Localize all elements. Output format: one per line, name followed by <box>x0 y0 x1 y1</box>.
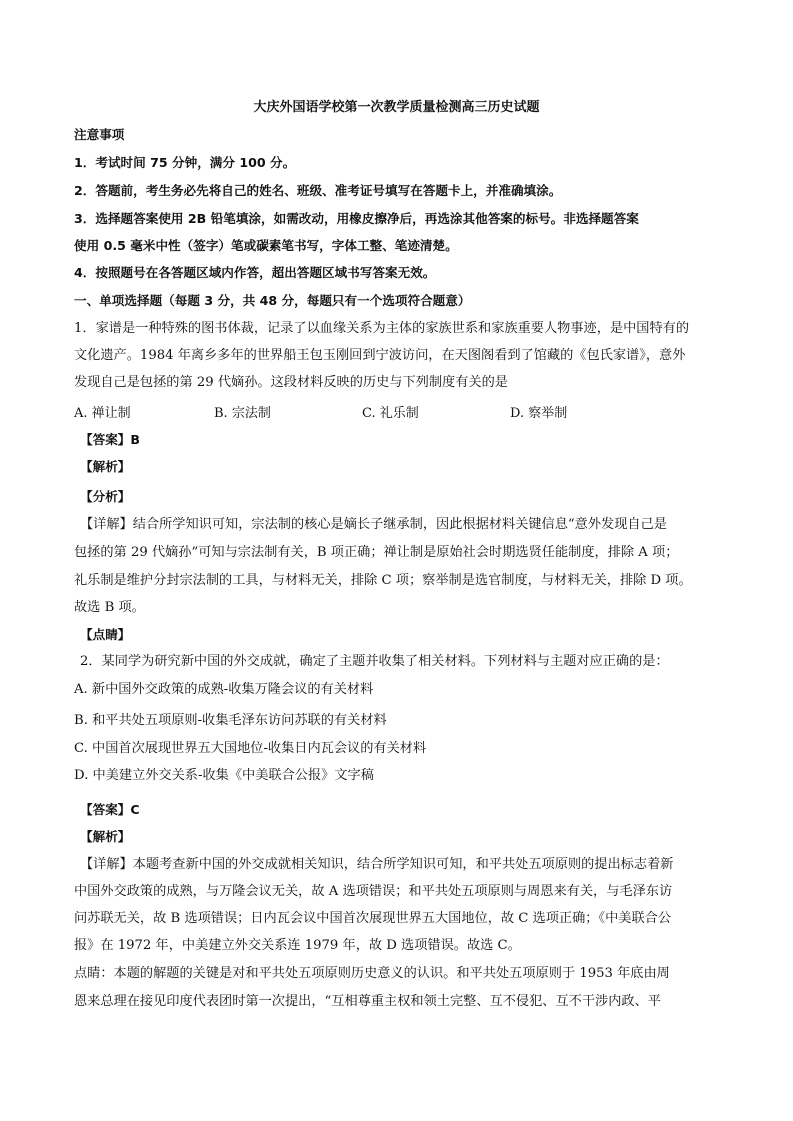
section-heading: 一、单项选择题（每题 3 分，共 48 分，每题只有一个选项符合题意） <box>74 293 471 308</box>
q2-detail-line-2: 中国外交政策的成熟，与万隆会议无关，故 A 选项错误；和平共处五项原则与周恩来有关，与毛泽东访 <box>74 884 673 899</box>
q2-stem: 2．某同学为研究新中国的外交成就，确定了主题并收集了相关材料。下列材料与主题对应正确的是： <box>80 654 669 669</box>
q1-option-b: B. 宗法制 <box>214 406 271 421</box>
q2-option-d: D. 中美建立外交关系-收集《中美联合公报》文字稿 <box>74 768 374 783</box>
notice-item-4: 4．按照题号在各答题区域内作答，超出答题区域书写答案无效。 <box>74 265 436 280</box>
q1-answer: 【答案】B <box>80 432 140 447</box>
notice-item-1: 1．考试时间 75 分钟，满分 100 分。 <box>74 155 296 170</box>
q2-analysis-tag: 【解析】 <box>80 829 131 844</box>
q2-option-b: B. 和平共处五项原则-收集毛泽东访问苏联的有关材料 <box>74 713 387 728</box>
q1-dianjing-tag: 【点睛】 <box>80 627 131 642</box>
q1-detail-line-3: 礼乐制是维护分封宗法制的工具，与材料无关，排除 C 项；察举制是选官制度，与材料无关，排除 D 项。 <box>74 573 692 588</box>
q2-dianjing-line-2: 恩来总理在接见印度代表团时第一次提出，“互相尊重主权和领土完整、互不侵犯、互不干涉内政、平 <box>74 994 661 1009</box>
q1-stem-line-3: 发现自己是包拯的第 29 代嫡孙。这段材料反映的历史与下列制度有关的是 <box>74 375 508 390</box>
q1-option-a: A. 禅让制 <box>74 406 131 421</box>
q1-options <box>74 402 734 422</box>
notice-heading: 注意事项 <box>74 127 125 142</box>
q1-detail-line-1: 【详解】结合所学知识可知，宗法制的核心是嫡长子继承制，因此根据材料关键信息“意外发现自己是 <box>80 517 667 532</box>
q1-stem-line-1: 1．家谱是一种特殊的图书体裁，记录了以血缘关系为主体的家族世系和家族重要人物事迹，是中国特有的 <box>74 321 690 336</box>
q1-option-c: C. 礼乐制 <box>362 406 419 421</box>
q2-option-c: C. 中国首次展现世界五大国地位-收集日内瓦会议的有关材料 <box>74 741 427 756</box>
q1-detail-line-2: 包拯的第 29 代嫡孙”可知与宗法制有关，B 项正确；禅让制是原始社会时期选贤任能制度，排除 A 项； <box>74 545 679 560</box>
q1-analysis-tag: 【解析】 <box>80 459 131 474</box>
notice-item-2: 2．答题前，考生务必先将自己的姓名、班级、准考证号填写在答题卡上，并准确填涂。 <box>74 183 562 198</box>
q2-detail-line-3: 问苏联无关，故 B 选项错误；日内瓦会议中国首次展现世界五大国地位，故 C 选项正确；《中美联合公 <box>74 911 672 926</box>
q2-detail-line-4: 报》在 1972 年，中美建立外交关系连 1979 年，故 D 选项错误。故选 C。 <box>74 938 521 953</box>
q2-dianjing-line-1: 点睛：本题的解题的关键是对和平共处五项原则历史意义的认识。和平共处五项原则于 1953 年底由周 <box>74 966 670 981</box>
q1-detail-line-4: 故选 B 项。 <box>74 600 145 615</box>
q1-fenxi-tag: 【分析】 <box>80 489 131 504</box>
q1-stem-line-2: 文化遗产。1984 年离乡多年的世界船王包玉刚回到宁波访问，在天图阁看到了馆藏的《包氏家谱》，意外 <box>74 348 686 363</box>
q2-answer: 【答案】C <box>80 802 140 817</box>
notice-item-3-cont: 使用 0.5 毫米中性（签字）笔或碳素笔书写，字体工整、笔迹清楚。 <box>74 238 458 253</box>
notice-item-3: 3．选择题答案使用 2B 铅笔填涂，如需改动，用橡皮擦净后，再选涂其他答案的标号。非选择题答案 <box>74 211 639 226</box>
q1-option-d: D. 察举制 <box>510 406 568 421</box>
q2-option-a: A. 新中国外交政策的成熟-收集万隆会议的有关材料 <box>74 682 374 697</box>
page-title: 大庆外国语学校第一次教学质量检测高三历史试题 <box>253 100 540 115</box>
q2-detail-line-1: 【详解】本题考查新中国的外交成就相关知识，结合所学知识可知，和平共处五项原则的提出标志着新 <box>80 857 674 872</box>
